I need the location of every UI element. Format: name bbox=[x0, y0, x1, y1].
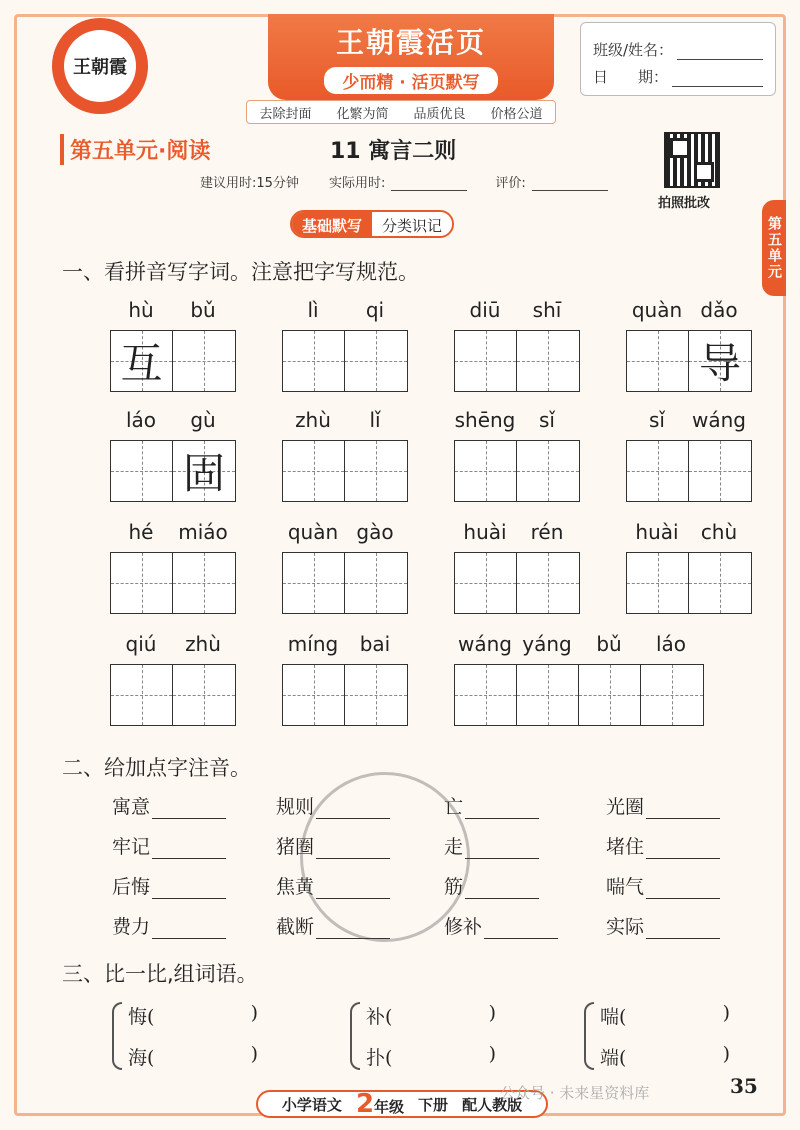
phonetic-answer-line[interactable] bbox=[646, 921, 720, 939]
motto-item: 去除封面 bbox=[259, 106, 312, 122]
phonetic-word: 焦黄 bbox=[276, 876, 315, 898]
written-character bbox=[455, 441, 516, 501]
writing-cell[interactable] bbox=[283, 331, 345, 391]
lesson-title: 11 寓言二则 bbox=[330, 139, 457, 164]
writing-cell[interactable] bbox=[173, 665, 235, 725]
brand-title: 王朝霞活页 bbox=[335, 25, 486, 59]
writing-cell[interactable] bbox=[173, 441, 235, 501]
written-character: 互 bbox=[120, 339, 163, 388]
class-name-label: 班级/姓名： bbox=[593, 41, 674, 59]
written-character bbox=[689, 441, 751, 501]
pinyin-label: gào bbox=[356, 520, 394, 544]
phonetic-word: 猪圈 bbox=[276, 836, 315, 858]
writing-grid bbox=[282, 664, 408, 726]
brace bbox=[584, 1002, 594, 1070]
compare-char: 补( bbox=[366, 1006, 393, 1028]
writing-cell[interactable] bbox=[345, 331, 407, 391]
writing-cell[interactable] bbox=[111, 553, 173, 613]
phonetic-word: 截断 bbox=[276, 916, 315, 938]
written-character bbox=[111, 665, 172, 725]
pinyin-label: dǎo bbox=[700, 298, 738, 322]
phonetic-word: 亡 bbox=[444, 796, 464, 818]
pinyin-label: gù bbox=[190, 408, 216, 432]
compare-row[interactable] bbox=[128, 1043, 258, 1070]
writing-cell[interactable] bbox=[173, 553, 235, 613]
written-character bbox=[627, 441, 688, 501]
close-paren: ) bbox=[250, 1002, 258, 1024]
compare-char: 海( bbox=[128, 1047, 155, 1069]
date-field[interactable] bbox=[672, 71, 763, 87]
writing-cell[interactable] bbox=[111, 331, 173, 391]
writing-cell[interactable] bbox=[517, 441, 579, 501]
writing-cell[interactable] bbox=[579, 665, 641, 725]
footer-edition: 配人教版 bbox=[462, 1095, 523, 1114]
written-character bbox=[173, 665, 235, 725]
writing-cell[interactable] bbox=[345, 665, 407, 725]
q3-heading: 三、比一比,组词语。 bbox=[62, 962, 258, 986]
pinyin-label: miáo bbox=[178, 520, 228, 544]
watermark-stamp bbox=[300, 772, 470, 942]
pinyin-label: bǔ bbox=[190, 298, 216, 322]
writing-cell[interactable] bbox=[627, 331, 689, 391]
phonetic-word: 牢记 bbox=[112, 836, 151, 858]
footer-subject: 小学语文 bbox=[281, 1095, 342, 1114]
writing-grid bbox=[110, 440, 236, 502]
pinyin-label: bai bbox=[359, 632, 391, 656]
written-character bbox=[641, 665, 703, 725]
writing-grid bbox=[454, 330, 580, 392]
compare-row[interactable] bbox=[600, 1043, 730, 1070]
rating-label: 评价: bbox=[495, 176, 526, 191]
footer-volume: 下册 bbox=[418, 1095, 449, 1114]
section-tag-primary: 基础默写 bbox=[292, 212, 372, 236]
footer-grade-number: 2 bbox=[355, 1089, 375, 1119]
pinyin-label: sǐ bbox=[649, 408, 665, 432]
phonetic-item bbox=[444, 912, 558, 939]
compare-row[interactable] bbox=[366, 1043, 496, 1070]
phonetic-word: 实际 bbox=[606, 916, 645, 938]
writing-cell[interactable] bbox=[111, 665, 173, 725]
pinyin-label: míng bbox=[287, 632, 339, 656]
phonetic-answer-line[interactable] bbox=[152, 881, 226, 899]
phonetic-item bbox=[112, 912, 226, 939]
writing-cell[interactable] bbox=[111, 441, 173, 501]
written-character bbox=[579, 665, 640, 725]
close-paren: ) bbox=[488, 1002, 496, 1024]
compare-group bbox=[350, 1002, 496, 1070]
writing-grid bbox=[110, 552, 236, 614]
phonetic-answer-line[interactable] bbox=[646, 841, 720, 859]
student-info-box bbox=[580, 22, 776, 96]
phonetic-answer-line[interactable] bbox=[465, 841, 539, 859]
writing-grid bbox=[454, 440, 580, 502]
pinyin-label: bǔ bbox=[596, 632, 622, 656]
writing-grid bbox=[626, 440, 752, 502]
pinyin-label: láo bbox=[655, 632, 687, 656]
pinyin-label: yáng bbox=[522, 632, 572, 656]
pinyin-label: quàn bbox=[287, 520, 339, 544]
brand-subtitle: 少而精 · 活页默写 bbox=[324, 67, 497, 94]
writing-grid bbox=[626, 330, 752, 392]
writing-grid bbox=[110, 664, 236, 726]
writing-cell[interactable] bbox=[173, 331, 235, 391]
written-character bbox=[627, 553, 688, 613]
written-character bbox=[455, 553, 516, 613]
q1-heading: 一、看拼音写字词。注意把字写规范。 bbox=[62, 260, 419, 284]
actual-time-label: 实际用时: bbox=[328, 176, 386, 191]
phonetic-word: 修补 bbox=[444, 916, 483, 938]
written-character bbox=[345, 441, 407, 501]
compare-char: 悔( bbox=[128, 1006, 155, 1028]
compare-char: 扑( bbox=[366, 1047, 393, 1069]
close-paren: ) bbox=[722, 1043, 730, 1065]
phonetic-word: 喘气 bbox=[606, 876, 645, 898]
qr-caption: 拍照批改 bbox=[658, 196, 711, 211]
compare-row[interactable] bbox=[366, 1002, 496, 1029]
written-character bbox=[345, 553, 407, 613]
pinyin-label: shēng bbox=[454, 408, 516, 432]
written-character: 导 bbox=[698, 339, 741, 388]
phonetic-answer-line[interactable] bbox=[152, 921, 226, 939]
writing-cell[interactable] bbox=[455, 553, 517, 613]
pinyin-label: shī bbox=[532, 298, 562, 322]
writing-grid bbox=[282, 552, 408, 614]
section-tag-secondary: 分类识记 bbox=[372, 212, 452, 236]
phonetic-answer-line[interactable] bbox=[465, 881, 539, 899]
compare-row[interactable] bbox=[128, 1002, 258, 1029]
pinyin-label: huài bbox=[635, 520, 679, 544]
suggested-time: 建议用时:15分钟 bbox=[200, 176, 299, 191]
written-character bbox=[455, 665, 516, 725]
writing-cell[interactable] bbox=[517, 665, 579, 725]
phonetic-answer-line[interactable] bbox=[152, 841, 226, 859]
writing-grid bbox=[454, 552, 580, 614]
brace bbox=[112, 1002, 122, 1070]
writing-cell[interactable] bbox=[283, 441, 345, 501]
written-character bbox=[173, 553, 235, 613]
pinyin-label: wáng bbox=[692, 408, 746, 432]
compare-char: 端( bbox=[600, 1047, 627, 1069]
phonetic-word: 费力 bbox=[112, 916, 151, 938]
unit-title: 第五单元·阅读 bbox=[60, 134, 210, 165]
pinyin-label: lǐ bbox=[369, 408, 381, 432]
watermark-text: 公众号 · 未来星资料库 bbox=[500, 1084, 650, 1102]
written-character bbox=[517, 665, 578, 725]
date-label: 日 期： bbox=[593, 68, 669, 86]
pinyin-label: qiú bbox=[125, 632, 157, 656]
header-banner bbox=[268, 14, 554, 100]
side-unit-tab: 第五单元 bbox=[762, 200, 786, 296]
written-character bbox=[345, 331, 407, 391]
close-paren: ) bbox=[488, 1043, 496, 1065]
close-paren: ) bbox=[250, 1043, 258, 1065]
close-paren: ) bbox=[722, 1002, 730, 1024]
written-character bbox=[345, 665, 407, 725]
phonetic-word: 规则 bbox=[276, 796, 315, 818]
written-character bbox=[517, 331, 579, 391]
writing-grid bbox=[454, 664, 704, 726]
written-character bbox=[517, 441, 579, 501]
phonetic-word: 堵住 bbox=[606, 836, 645, 858]
qr-code[interactable] bbox=[664, 132, 720, 188]
phonetic-item bbox=[606, 832, 720, 859]
rating-field[interactable] bbox=[532, 177, 608, 191]
pinyin-label: diū bbox=[469, 298, 501, 322]
compare-group bbox=[584, 1002, 730, 1070]
logo-text: 王朝霞 bbox=[64, 30, 136, 102]
phonetic-word: 走 bbox=[444, 836, 464, 858]
class-name-row bbox=[593, 33, 763, 60]
pinyin-label: huài bbox=[463, 520, 507, 544]
time-row bbox=[200, 172, 608, 191]
motto-item: 化繁为简 bbox=[336, 106, 389, 122]
pinyin-label: qi bbox=[365, 298, 385, 322]
written-character bbox=[111, 553, 172, 613]
pinyin-label: quàn bbox=[631, 298, 683, 322]
written-character bbox=[517, 553, 579, 613]
phonetic-word: 筋 bbox=[444, 876, 464, 898]
writing-cell[interactable] bbox=[455, 441, 517, 501]
written-character bbox=[627, 331, 688, 391]
writing-cell[interactable] bbox=[455, 665, 517, 725]
phonetic-answer-line[interactable] bbox=[465, 801, 539, 819]
phonetic-item bbox=[112, 872, 226, 899]
phonetic-word: 光圈 bbox=[606, 796, 645, 818]
phonetic-item bbox=[606, 912, 720, 939]
writing-cell[interactable] bbox=[283, 553, 345, 613]
writing-cell[interactable] bbox=[345, 441, 407, 501]
pinyin-label: sǐ bbox=[539, 408, 555, 432]
phonetic-answer-line[interactable] bbox=[152, 801, 226, 819]
written-character bbox=[283, 441, 344, 501]
phonetic-item bbox=[112, 832, 226, 859]
writing-cell[interactable] bbox=[517, 331, 579, 391]
motto-item: 价格公道 bbox=[490, 106, 543, 122]
motto-bar bbox=[246, 100, 556, 124]
writing-grid bbox=[282, 330, 408, 392]
pinyin-label: hù bbox=[128, 298, 154, 322]
written-character bbox=[283, 553, 344, 613]
page-number: 35 bbox=[730, 1074, 758, 1098]
pinyin-label: chù bbox=[700, 520, 738, 544]
phonetic-word: 寓意 bbox=[112, 796, 151, 818]
compare-row[interactable] bbox=[600, 1002, 730, 1029]
pinyin-label: hé bbox=[128, 520, 154, 544]
pinyin-label: láo bbox=[125, 408, 157, 432]
motto-item: 品质优良 bbox=[413, 106, 466, 122]
writing-cell[interactable] bbox=[689, 553, 751, 613]
writing-cell[interactable] bbox=[641, 665, 703, 725]
phonetic-answer-line[interactable] bbox=[484, 921, 558, 939]
q2-heading: 二、给加点字注音。 bbox=[62, 756, 251, 780]
writing-cell[interactable] bbox=[627, 553, 689, 613]
class-name-field[interactable] bbox=[677, 44, 763, 60]
pinyin-label: lì bbox=[307, 298, 319, 322]
section-tag bbox=[290, 210, 454, 238]
brace bbox=[350, 1002, 360, 1070]
writing-cell[interactable] bbox=[517, 553, 579, 613]
writing-cell[interactable] bbox=[283, 665, 345, 725]
writing-grid bbox=[626, 552, 752, 614]
actual-time-field[interactable] bbox=[391, 177, 467, 191]
writing-grid bbox=[110, 330, 236, 392]
written-character bbox=[689, 553, 751, 613]
writing-cell[interactable] bbox=[345, 553, 407, 613]
phonetic-answer-line[interactable] bbox=[646, 881, 720, 899]
writing-cell[interactable] bbox=[627, 441, 689, 501]
written-character bbox=[455, 331, 516, 391]
pinyin-label: rén bbox=[530, 520, 564, 544]
written-character bbox=[111, 441, 172, 501]
phonetic-word: 后悔 bbox=[112, 876, 151, 898]
phonetic-item bbox=[606, 792, 720, 819]
writing-cell[interactable] bbox=[689, 331, 751, 391]
compare-char: 喘( bbox=[600, 1006, 627, 1028]
writing-grid bbox=[282, 440, 408, 502]
compare-group bbox=[112, 1002, 258, 1070]
written-character bbox=[283, 665, 344, 725]
writing-cell[interactable] bbox=[689, 441, 751, 501]
pinyin-label: wáng bbox=[458, 632, 512, 656]
written-character bbox=[283, 331, 344, 391]
phonetic-item bbox=[606, 872, 720, 899]
phonetic-item bbox=[112, 792, 226, 819]
written-character: 固 bbox=[182, 449, 225, 498]
brand-logo bbox=[52, 18, 148, 114]
pinyin-label: zhù bbox=[295, 408, 331, 432]
phonetic-answer-line[interactable] bbox=[646, 801, 720, 819]
written-character bbox=[173, 331, 235, 391]
pinyin-label: zhù bbox=[185, 632, 221, 656]
date-row bbox=[593, 60, 763, 87]
footer-grade: 年级 bbox=[374, 1098, 405, 1116]
writing-cell[interactable] bbox=[455, 331, 517, 391]
